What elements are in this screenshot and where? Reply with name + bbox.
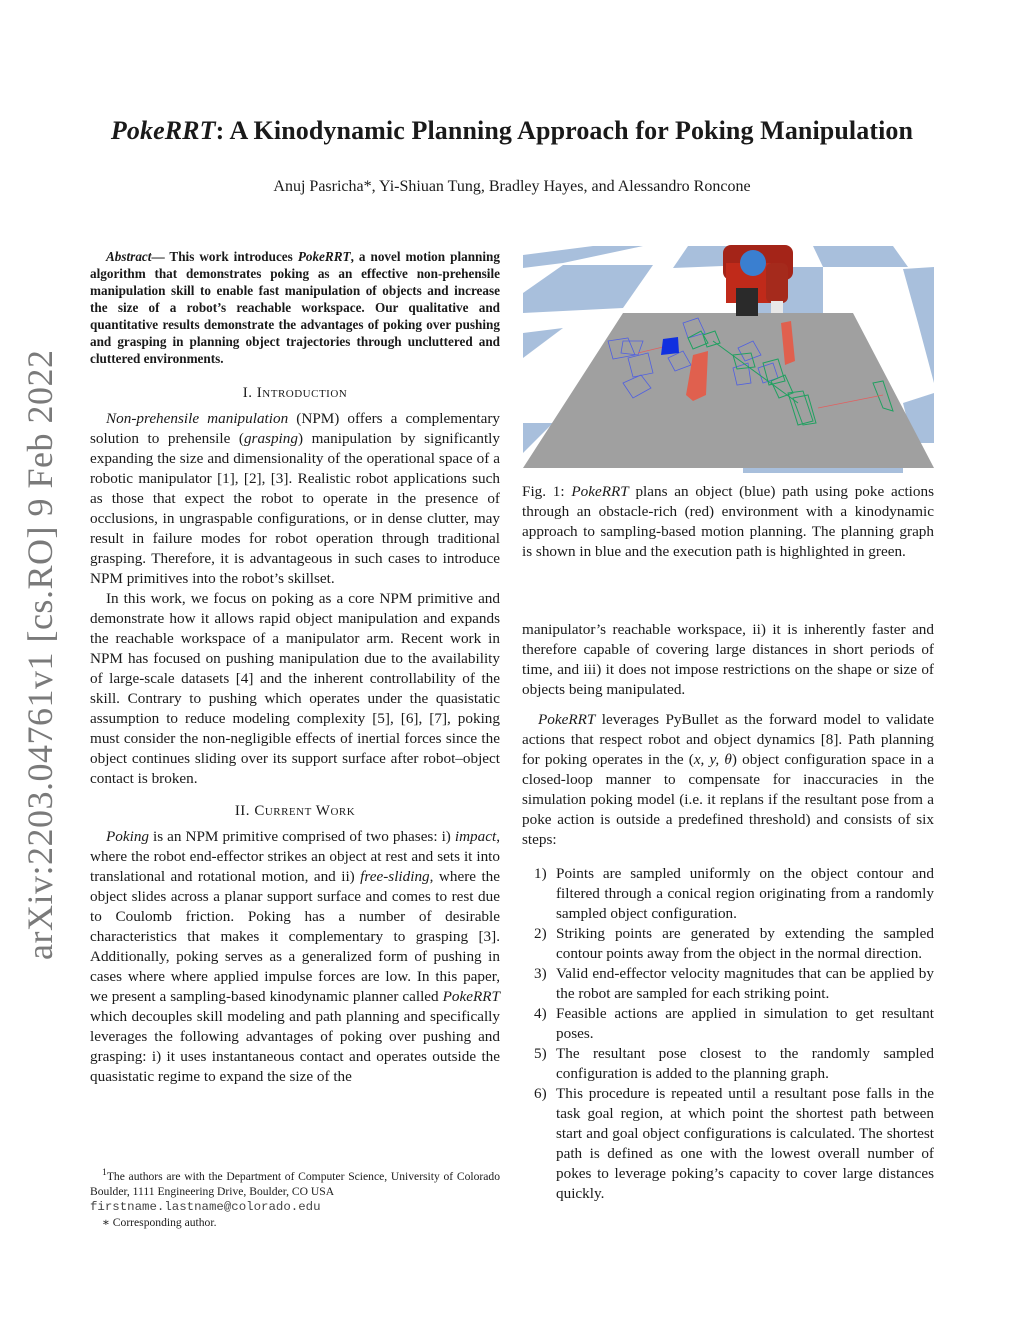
text: which decouples skill modeling and path planning and specifically leverages the following advantages of poking over pushing and grasping: i) it uses instantaneous contact and operates outside the quasistatic regime to expand the size of the — [90, 1008, 500, 1085]
arxiv-stamp: arXiv:2203.04761v1 [cs.RO] 9 Feb 2022 — [20, 349, 60, 960]
emphasis: impact — [454, 828, 497, 845]
robot-gripper — [771, 301, 783, 313]
current-work-paragraph-1-continued: manipulator’s reachable workspace, ii) it is inherently faster and therefore capable of covering large distances in short periods of time, and iii) it does not impose restrictions on the shape or size of objects being manipulated. — [522, 621, 934, 698]
emphasis: PokeRRT — [571, 483, 629, 500]
step-text: Striking points are generated by extending the sampled contour points away from the object in the normal direction. — [556, 925, 934, 962]
current-work-paragraph-2 — [522, 710, 934, 850]
step-number: 2) — [534, 925, 547, 942]
abstract-dash: — — [151, 249, 170, 264]
emphasis: grasping — [243, 430, 298, 447]
step-text: Valid end-effector velocity magnitudes that can be applied by the robot are sampled for each striking point. — [556, 965, 934, 1002]
emphasis: Poking — [106, 828, 150, 845]
step-item — [522, 1084, 934, 1204]
author-email: firstname.lastname@colorado.edu — [90, 1199, 321, 1214]
step-item — [522, 964, 934, 1004]
section-heading-current-work — [90, 801, 500, 821]
robot-head — [740, 250, 766, 276]
step-number: 6) — [534, 1085, 547, 1102]
text: ) manipulation by significantly expanding the size and dimensionality of the operational space of a robotic manipulator [1], [2], [3]. Realistic robot applications such as those that expect the robot to operate in the presence of occlusions, in ungraspable configurations, or in dense clutter, may result in failure modes for robot operation through traditional grasping. Therefore, it is advantageous in such cases to introduce NPM primitives into the robot’s skillset. — [90, 430, 500, 587]
abstract-label: Abstract — [106, 249, 152, 264]
figure-1-caption — [522, 482, 934, 562]
step-text: This procedure is repeated until a resultant pose falls in the task goal region, at which point the shortest path between start and goal object configurations is calculated. The shortest path is defined as one with the lowest overall number of pokes to leverage poking’s capacity to cover large distances quickly. — [556, 1085, 934, 1202]
corresponding-author-note — [90, 1215, 500, 1231]
footnote-marker: 1 — [102, 1167, 107, 1178]
math-config-space: x, y, θ — [693, 751, 732, 768]
caption-text: plans an object (blue) path using poke actions through an obstacle-rich (red) environment with a kinodynamic approach to sampling-based motion planning. The planning graph is shown in blue and the execution path is highlighted in green. — [522, 483, 934, 560]
text: ) object configuration space in a closed-loop manner to compensate for inaccuracies in the simulation poking model (i.e. it replans if the resultant pose from a poke action is outside a predefined threshold) and consists of six steps: — [522, 751, 935, 848]
step-number: 4) — [534, 1005, 547, 1022]
text: is an NPM primitive comprised of two phases: i) — [149, 828, 455, 845]
floor-tile — [813, 246, 908, 267]
step-item — [522, 1004, 934, 1044]
title-method-name: PokeRRT — [110, 116, 216, 145]
abstract — [90, 248, 500, 367]
step-text: Feasible actions are applied in simulation to get resultant poses. — [556, 1005, 934, 1042]
abstract-text: , a novel motion planning algorithm that demonstrates poking as an effective non-prehensile manipulation skill to enable fast manipulation of objects and increase the size of a robot’s reachable workspace. Our qualitative and quantitative results demonstrate the advantages of poking over pushing and grasping in planning object trajectories through uncluttered and cluttered environments. — [90, 249, 500, 366]
left-column — [90, 248, 500, 1087]
figure-label: Fig. 1: — [522, 483, 572, 500]
intro-paragraph-1 — [90, 409, 500, 589]
abstract-lead: This work introduces — [169, 249, 298, 264]
abstract-method-name: PokeRRT — [297, 249, 351, 264]
intro-paragraph-2: In this work, we focus on poking as a core NPM primitive and demonstrate how it allows rapid object manipulation and expands the reachable workspace of a manipulator arm. Recent work in NPM has focused on pushing manipulation due to the availability of large-scale datasets [4] and the inherent controllability of the skill. Contrary to pushing which operates under the quasistatic assumption to reduce modeling complexity [5], [6], [7], poking must consider the non-negligible effects of inertial forces since the object continues sliding over its support surface after robot–object contact is broken. — [90, 590, 500, 787]
paper-title — [0, 116, 1024, 146]
footnote — [90, 1165, 500, 1231]
target-object — [661, 337, 679, 355]
simulation-scene — [523, 243, 934, 473]
robot-pedestal — [736, 288, 758, 316]
robot-forearm — [766, 263, 788, 303]
section-title: Current Work — [254, 803, 356, 819]
emphasis: PokeRRT — [442, 988, 500, 1005]
figure-1-image — [523, 243, 934, 473]
corr-text: Corresponding author. — [109, 1216, 217, 1230]
section-heading-introduction — [90, 383, 500, 403]
step-text: The resultant pose closest to the randomly sampled configuration is added to the planning graph. — [556, 1045, 934, 1082]
corr-marker: ∗ — [102, 1216, 110, 1230]
text: (NPM) offers a complementary solution to prehensile ( — [90, 410, 500, 447]
affiliation-footnote — [90, 1165, 500, 1200]
step-item — [522, 864, 934, 924]
affiliation-text: The authors are with the Department of Computer Science, University of Colorado Boulder, 1111 Engineering Drive, Boulder, CO USA — [90, 1169, 500, 1199]
emphasis: free-sliding — [360, 868, 430, 885]
step-number: 1) — [534, 865, 547, 882]
author-list: Anuj Pasricha*, Yi-Shiuan Tung, Bradley Hayes, and Alessandro Roncone — [273, 178, 751, 195]
right-column — [522, 620, 934, 1204]
emphasis: PokeRRT — [538, 711, 596, 728]
emphasis: Non-prehensile manipulation — [106, 410, 289, 427]
current-work-paragraph-1 — [90, 827, 500, 1087]
step-text: Points are sampled uniformly on the object contour and filtered through a conical region originating from a randomly sampled object configuration. — [556, 865, 934, 922]
step-item — [522, 924, 934, 964]
section-number: II. — [234, 803, 251, 819]
algorithm-steps — [522, 864, 934, 1204]
step-item — [522, 1044, 934, 1084]
text: , where the object slides across a planar support surface and comes to rest due to Coulomb friction. Poking has a number of desirable characteristics that makes it complementary to grasping [3]. Additionally, poking serves as a generalized form of pushing in cases where where applied impulse forces are low. In this paper, we present a sampling-based kinodynamic planner called — [90, 868, 500, 1005]
section-number: I. — [242, 385, 253, 401]
text: leverages PyBullet as the forward model to validate actions that respect robot and object dynamics [8]. Path planning for poking operates in the ( — [522, 711, 934, 768]
step-number: 3) — [534, 965, 547, 982]
title-rest: : A Kinodynamic Planning Approach for Poking Manipulation — [215, 116, 914, 145]
step-number: 5) — [534, 1045, 547, 1062]
text: , where the robot end-effector strikes an object at rest and sets it into translational and rotational motion, and ii) — [90, 828, 500, 885]
section-title: Introduction — [256, 385, 348, 401]
